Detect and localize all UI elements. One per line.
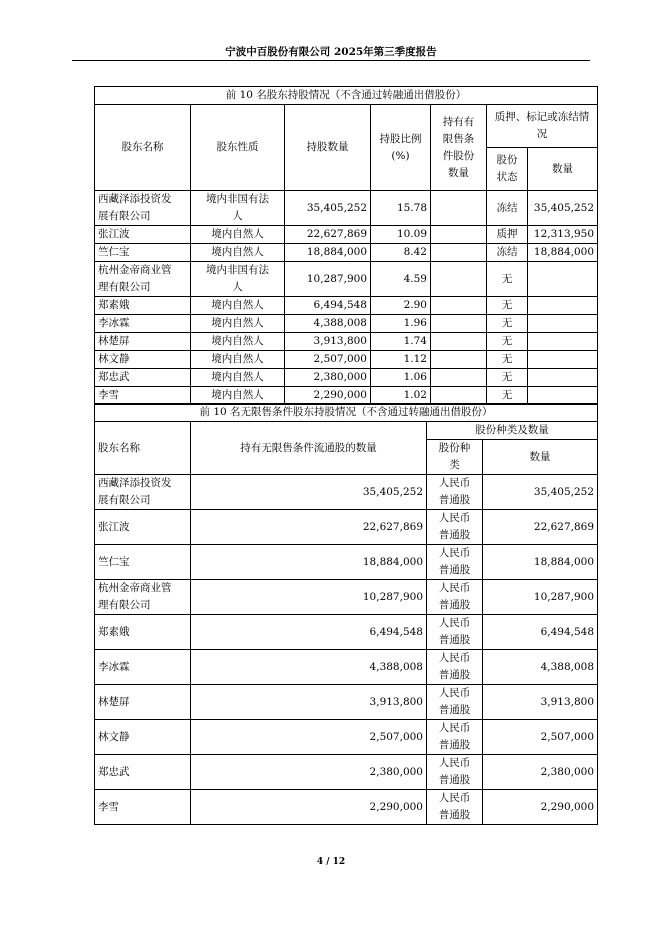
pledge-quantity-cell bbox=[528, 315, 598, 333]
restricted-shares-cell bbox=[431, 369, 487, 387]
share-type-cell: 人民币 普通股 bbox=[427, 475, 483, 510]
shares-held-cell: 2,380,000 bbox=[285, 369, 371, 387]
col-header-unrestricted-count: 持有无限售条件流通股的数量 bbox=[191, 422, 427, 475]
share-type-cell: 人民币 普通股 bbox=[427, 790, 483, 825]
restricted-shares-cell bbox=[431, 315, 487, 333]
col-header-unrestricted-quantity: 数量 bbox=[483, 440, 598, 475]
shareholder-nature-cell: 境内非国有法 人 bbox=[191, 191, 285, 226]
pledge-quantity-cell: 12,313,950 bbox=[528, 226, 598, 244]
table-row bbox=[95, 333, 598, 351]
restricted-shares-cell bbox=[431, 351, 487, 369]
pledge-quantity-cell bbox=[528, 333, 598, 351]
restricted-shares-cell bbox=[431, 226, 487, 244]
shareholder-name-cell: 李冰霖 bbox=[95, 315, 191, 333]
unrestricted-name-cell: 李雪 bbox=[95, 790, 191, 825]
unrestricted-count-cell: 35,405,252 bbox=[191, 475, 427, 510]
unrestricted-quantity-cell: 35,405,252 bbox=[483, 475, 598, 510]
holding-ratio-cell: 1.12 bbox=[371, 351, 431, 369]
share-type-cell: 人民币 普通股 bbox=[427, 510, 483, 545]
holding-ratio-cell: 8.42 bbox=[371, 244, 431, 262]
table-row bbox=[95, 369, 598, 387]
share-status-cell: 无 bbox=[487, 387, 528, 405]
top10-table-title: 前 10 名股东持股情况（不含通过转融通出借股份） bbox=[95, 87, 598, 105]
table-row bbox=[95, 315, 598, 333]
table-row bbox=[95, 351, 598, 369]
restricted-shares-cell bbox=[431, 244, 487, 262]
unrestricted-name-cell: 郑素娥 bbox=[95, 615, 191, 650]
share-type-cell: 人民币 普通股 bbox=[427, 720, 483, 755]
col-header-shares-held: 持股数量 bbox=[285, 105, 371, 191]
shares-held-cell: 2,290,000 bbox=[285, 387, 371, 405]
col-header-share-type-group: 股份种类及数量 bbox=[427, 422, 598, 440]
share-status-cell: 冻结 bbox=[487, 191, 528, 226]
top10-shareholders-table bbox=[94, 86, 598, 405]
pledge-quantity-cell bbox=[528, 387, 598, 405]
unrestricted-quantity-cell: 18,884,000 bbox=[483, 545, 598, 580]
unrestricted-quantity-cell: 2,380,000 bbox=[483, 755, 598, 790]
unrestricted-name-cell: 林楚屏 bbox=[95, 685, 191, 720]
table-row bbox=[95, 226, 598, 244]
unrestricted-name-cell: 张江波 bbox=[95, 510, 191, 545]
shares-held-cell: 2,507,000 bbox=[285, 351, 371, 369]
share-status-cell: 质押 bbox=[487, 226, 528, 244]
pledge-quantity-cell bbox=[528, 262, 598, 297]
table-row bbox=[95, 387, 598, 405]
shareholder-name-cell: 林楚屏 bbox=[95, 333, 191, 351]
col-header-share-type: 股份种 类 bbox=[427, 440, 483, 475]
shareholder-nature-cell: 境内自然人 bbox=[191, 297, 285, 315]
table-row bbox=[95, 720, 598, 755]
table-row bbox=[95, 262, 598, 297]
unrestricted-name-cell: 李冰霖 bbox=[95, 650, 191, 685]
shareholder-nature-cell: 境内自然人 bbox=[191, 333, 285, 351]
table-row bbox=[95, 510, 598, 545]
table-row bbox=[95, 650, 598, 685]
unrestricted-count-cell: 2,507,000 bbox=[191, 720, 427, 755]
unrestricted-quantity-cell: 3,913,800 bbox=[483, 685, 598, 720]
col-header-restricted-shares: 持有有 限售条 件股份 数量 bbox=[431, 105, 487, 191]
restricted-shares-cell bbox=[431, 387, 487, 405]
col-header-unrestricted-name: 股东名称 bbox=[95, 422, 191, 475]
pledge-quantity-cell bbox=[528, 351, 598, 369]
shareholder-nature-cell: 境内自然人 bbox=[191, 244, 285, 262]
unrestricted-count-cell: 2,380,000 bbox=[191, 755, 427, 790]
unrestricted-name-cell: 竺仁宝 bbox=[95, 545, 191, 580]
holding-ratio-cell: 15.78 bbox=[371, 191, 431, 226]
restricted-shares-cell bbox=[431, 297, 487, 315]
pledge-quantity-cell: 18,884,000 bbox=[528, 244, 598, 262]
shareholder-nature-cell: 境内非国有法 人 bbox=[191, 262, 285, 297]
shareholder-name-cell: 郑素娥 bbox=[95, 297, 191, 315]
share-status-cell: 无 bbox=[487, 262, 528, 297]
unrestricted-count-cell: 4,388,008 bbox=[191, 650, 427, 685]
col-header-share-status: 股份 状态 bbox=[487, 148, 528, 191]
top10-unrestricted-shareholders-table bbox=[94, 403, 598, 825]
shareholder-name-cell: 李雪 bbox=[95, 387, 191, 405]
unrestricted-quantity-cell: 10,287,900 bbox=[483, 580, 598, 615]
shareholder-name-cell: 郑忠武 bbox=[95, 369, 191, 387]
table-row bbox=[95, 790, 598, 825]
share-status-cell: 无 bbox=[487, 369, 528, 387]
unrestricted-count-cell: 10,287,900 bbox=[191, 580, 427, 615]
shares-held-cell: 6,494,548 bbox=[285, 297, 371, 315]
table-row bbox=[95, 191, 598, 226]
share-status-cell: 无 bbox=[487, 333, 528, 351]
unrestricted-quantity-cell: 2,290,000 bbox=[483, 790, 598, 825]
holding-ratio-cell: 1.74 bbox=[371, 333, 431, 351]
table-row bbox=[95, 545, 598, 580]
share-status-cell: 无 bbox=[487, 315, 528, 333]
share-type-cell: 人民币 普通股 bbox=[427, 580, 483, 615]
unrestricted-quantity-cell: 22,627,869 bbox=[483, 510, 598, 545]
table-row bbox=[95, 685, 598, 720]
unrestricted-name-cell: 郑忠武 bbox=[95, 755, 191, 790]
col-header-holding-ratio: 持股比例 (%) bbox=[371, 105, 431, 191]
col-header-shareholder-name: 股东名称 bbox=[95, 105, 191, 191]
col-header-pledge-group: 质押、标记或冻结情 况 bbox=[487, 105, 598, 148]
share-status-cell: 冻结 bbox=[487, 244, 528, 262]
holding-ratio-cell: 1.96 bbox=[371, 315, 431, 333]
table-row bbox=[95, 755, 598, 790]
shareholder-name-cell: 林文静 bbox=[95, 351, 191, 369]
share-type-cell: 人民币 普通股 bbox=[427, 755, 483, 790]
holding-ratio-cell: 4.59 bbox=[371, 262, 431, 297]
shareholder-name-cell: 竺仁宝 bbox=[95, 244, 191, 262]
table-row bbox=[95, 244, 598, 262]
shares-held-cell: 18,884,000 bbox=[285, 244, 371, 262]
shareholder-name-cell: 西藏泽添投资发 展有限公司 bbox=[95, 191, 191, 226]
col-header-pledge-quantity: 数量 bbox=[528, 148, 598, 191]
table-row bbox=[95, 580, 598, 615]
page-header-title: 宁波中百股份有限公司 2025年第三季度报告 bbox=[225, 46, 437, 58]
shareholder-name-cell: 张江波 bbox=[95, 226, 191, 244]
unrestricted-count-cell: 22,627,869 bbox=[191, 510, 427, 545]
restricted-shares-cell bbox=[431, 191, 487, 226]
holding-ratio-cell: 10.09 bbox=[371, 226, 431, 244]
page-number: 4 / 12 bbox=[316, 857, 346, 867]
holding-ratio-cell: 1.06 bbox=[371, 369, 431, 387]
pledge-quantity-cell bbox=[528, 369, 598, 387]
table-row bbox=[95, 475, 598, 510]
col-header-shareholder-nature: 股东性质 bbox=[191, 105, 285, 191]
unrestricted-name-cell: 杭州金帝商业管 理有限公司 bbox=[95, 580, 191, 615]
header-rule bbox=[72, 60, 590, 61]
holding-ratio-cell: 2.90 bbox=[371, 297, 431, 315]
restricted-shares-cell bbox=[431, 262, 487, 297]
share-type-cell: 人民币 普通股 bbox=[427, 545, 483, 580]
unrestricted-count-cell: 18,884,000 bbox=[191, 545, 427, 580]
shareholder-nature-cell: 境内自然人 bbox=[191, 226, 285, 244]
share-type-cell: 人民币 普通股 bbox=[427, 615, 483, 650]
shares-held-cell: 22,627,869 bbox=[285, 226, 371, 244]
unrestricted-count-cell: 6,494,548 bbox=[191, 615, 427, 650]
table-row bbox=[95, 297, 598, 315]
restricted-shares-cell bbox=[431, 333, 487, 351]
unrestricted-quantity-cell: 4,388,008 bbox=[483, 650, 598, 685]
shares-held-cell: 35,405,252 bbox=[285, 191, 371, 226]
shares-held-cell: 10,287,900 bbox=[285, 262, 371, 297]
table-row bbox=[95, 615, 598, 650]
unrestricted-quantity-cell: 2,507,000 bbox=[483, 720, 598, 755]
shares-held-cell: 4,388,008 bbox=[285, 315, 371, 333]
unrestricted-count-cell: 2,290,000 bbox=[191, 790, 427, 825]
share-status-cell: 无 bbox=[487, 351, 528, 369]
unrestricted-name-cell: 林文静 bbox=[95, 720, 191, 755]
shareholder-nature-cell: 境内自然人 bbox=[191, 315, 285, 333]
holding-ratio-cell: 1.02 bbox=[371, 387, 431, 405]
shareholder-nature-cell: 境内自然人 bbox=[191, 351, 285, 369]
pledge-quantity-cell: 35,405,252 bbox=[528, 191, 598, 226]
pledge-quantity-cell bbox=[528, 297, 598, 315]
unrestricted-count-cell: 3,913,800 bbox=[191, 685, 427, 720]
unrestricted-name-cell: 西藏泽添投资发 展有限公司 bbox=[95, 475, 191, 510]
shareholder-nature-cell: 境内自然人 bbox=[191, 369, 285, 387]
shareholder-nature-cell: 境内自然人 bbox=[191, 387, 285, 405]
share-type-cell: 人民币 普通股 bbox=[427, 650, 483, 685]
share-type-cell: 人民币 普通股 bbox=[427, 685, 483, 720]
shares-held-cell: 3,913,800 bbox=[285, 333, 371, 351]
shareholder-name-cell: 杭州金帝商业管 理有限公司 bbox=[95, 262, 191, 297]
share-status-cell: 无 bbox=[487, 297, 528, 315]
unrestricted-table-title: 前 10 名无限售条件股东持股情况（不含通过转融通出借股份） bbox=[95, 404, 598, 422]
unrestricted-quantity-cell: 6,494,548 bbox=[483, 615, 598, 650]
